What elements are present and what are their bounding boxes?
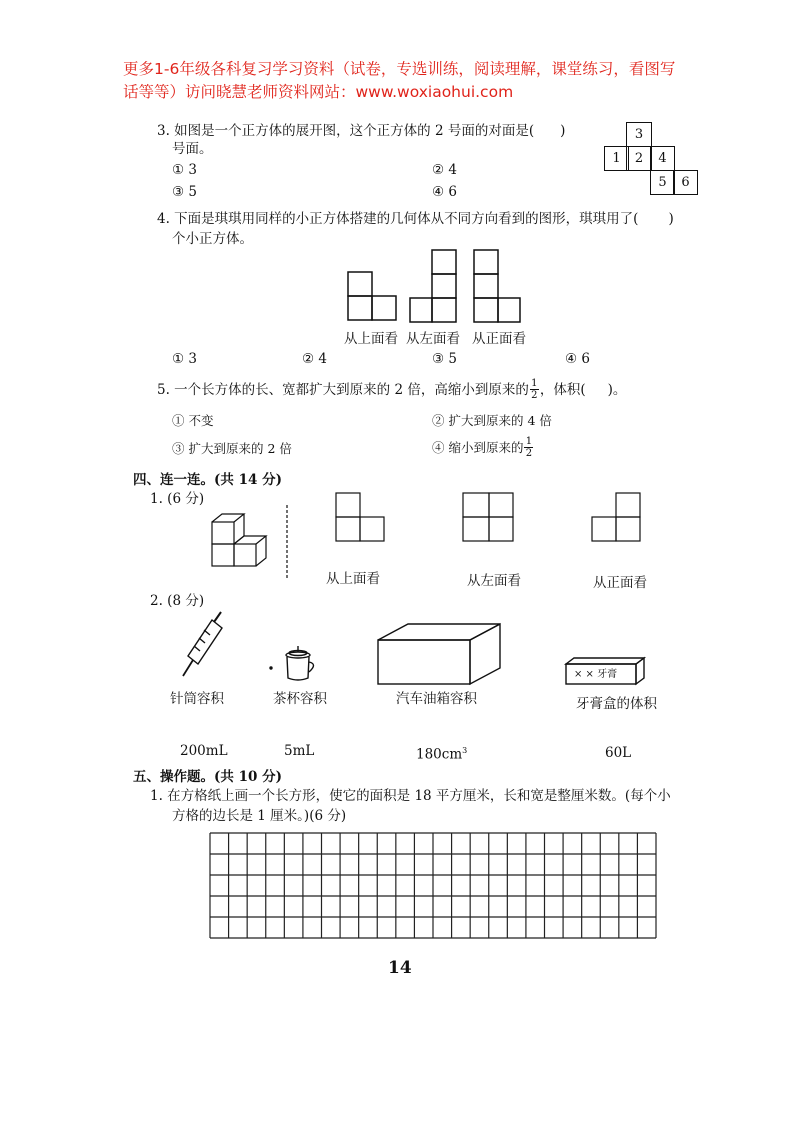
toothpaste-box-label: × × 牙膏 (574, 669, 618, 680)
net-face-1: 1 (604, 146, 629, 171)
section4-q1-label: 1. (6 分) (150, 491, 205, 507)
q5-option-3[interactable]: ③ 扩大到原来的 2 倍 (172, 441, 292, 456)
q4-option-4[interactable]: ④ 6 (565, 351, 590, 367)
q4-label-front: 从正面看 (472, 331, 526, 347)
q4-label-left: 从左面看 (406, 331, 460, 347)
q4-label-top: 从上面看 (344, 331, 398, 347)
q4-paren-close: ) (668, 211, 674, 227)
section5-q1-line2: 方格的边长是 1 厘米。)(6 分) (172, 808, 347, 824)
q3-paren-close: ) (560, 123, 566, 139)
q4-text: 4. 下面是琪琪用同样的小正方体搭建的几何体从不同方向看到的图形，琪琪用了( (157, 211, 639, 227)
s4-label-top[interactable]: 从上面看 (326, 571, 380, 587)
header-ad-line2: 话等等）访问晓慧老师资料网站：www.woxiaohui.com (123, 83, 514, 101)
section5-q1-line1: 1. 在方格纸上画一个长方形，使它的面积是 18 平方厘米，长和宽是整厘米数。(每个小 (150, 788, 671, 804)
unit-200ml[interactable]: 200mL (180, 743, 228, 759)
q3-option-4[interactable]: ④ 6 (432, 184, 457, 200)
net-face-6: 6 (673, 170, 698, 195)
unit-180cm3-sup: 3 (462, 746, 468, 755)
section5-title: 五、操作题。(共 10 分) (133, 769, 282, 785)
q3-text: 3. 如图是一个正方体的展开图，这个正方体的 2 号面的对面是( (157, 123, 535, 139)
object-label-syringe[interactable]: 针筒容积 (170, 691, 224, 707)
header-ad-line1: 更多1-6年级各科复习学习资料（试卷，专选训练，阅读理解，课堂练习，看图写 (123, 60, 676, 78)
q3-option-1[interactable]: ① 3 (172, 162, 197, 178)
q5-frac-num: 1 (531, 378, 538, 389)
q5-option-1[interactable]: ① 不变 (172, 413, 214, 428)
unit-60l[interactable]: 60L (605, 745, 632, 761)
q4-line2: 个小正方体。 (172, 231, 253, 247)
s4-label-left[interactable]: 从左面看 (467, 573, 521, 589)
net-face-2: 2 (626, 146, 652, 171)
object-label-toothpaste[interactable]: 牙膏盒的体积 (576, 696, 657, 712)
q4-option-2[interactable]: ② 4 (302, 351, 327, 367)
q5-frac-den: 2 (531, 390, 538, 401)
q4-option-3[interactable]: ③ 5 (432, 351, 457, 367)
page-number: 14 (388, 958, 412, 978)
s4-label-front[interactable]: 从正面看 (593, 575, 647, 591)
q5-opt4-num: 1 (525, 436, 533, 447)
net-face-5: 5 (650, 170, 675, 195)
q5-text-c: )。 (607, 381, 627, 398)
q3-option-3[interactable]: ③ 5 (172, 184, 197, 200)
object-label-cup[interactable]: 茶杯容积 (273, 691, 327, 707)
q5-option-2[interactable]: ② 扩大到原来的 4 倍 (432, 413, 552, 428)
q3-option-2[interactable]: ② 4 (432, 162, 457, 178)
q5-text-b: ，体积( (539, 381, 586, 398)
unit-180cm3-text: 180cm (416, 746, 463, 763)
net-face-3: 3 (626, 122, 652, 147)
section4-title: 四、连一连。(共 14 分) (133, 472, 282, 488)
q3-text-c: 号面。 (172, 141, 213, 157)
q5-text-a: 5. 一个长方体的长、宽都扩大到原来的 2 倍，高缩小到原来的 (157, 381, 529, 398)
q5-opt4-den: 2 (525, 448, 533, 459)
q4-option-1[interactable]: ① 3 (172, 351, 197, 367)
object-label-fuel-tank[interactable]: 汽车油箱容积 (396, 691, 477, 707)
unit-5ml[interactable]: 5mL (284, 743, 315, 759)
net-face-4: 4 (650, 146, 675, 171)
q5-option-4-text: ④ 缩小到原来的 (432, 439, 524, 455)
section4-q2-label: 2. (8 分) (150, 593, 205, 609)
